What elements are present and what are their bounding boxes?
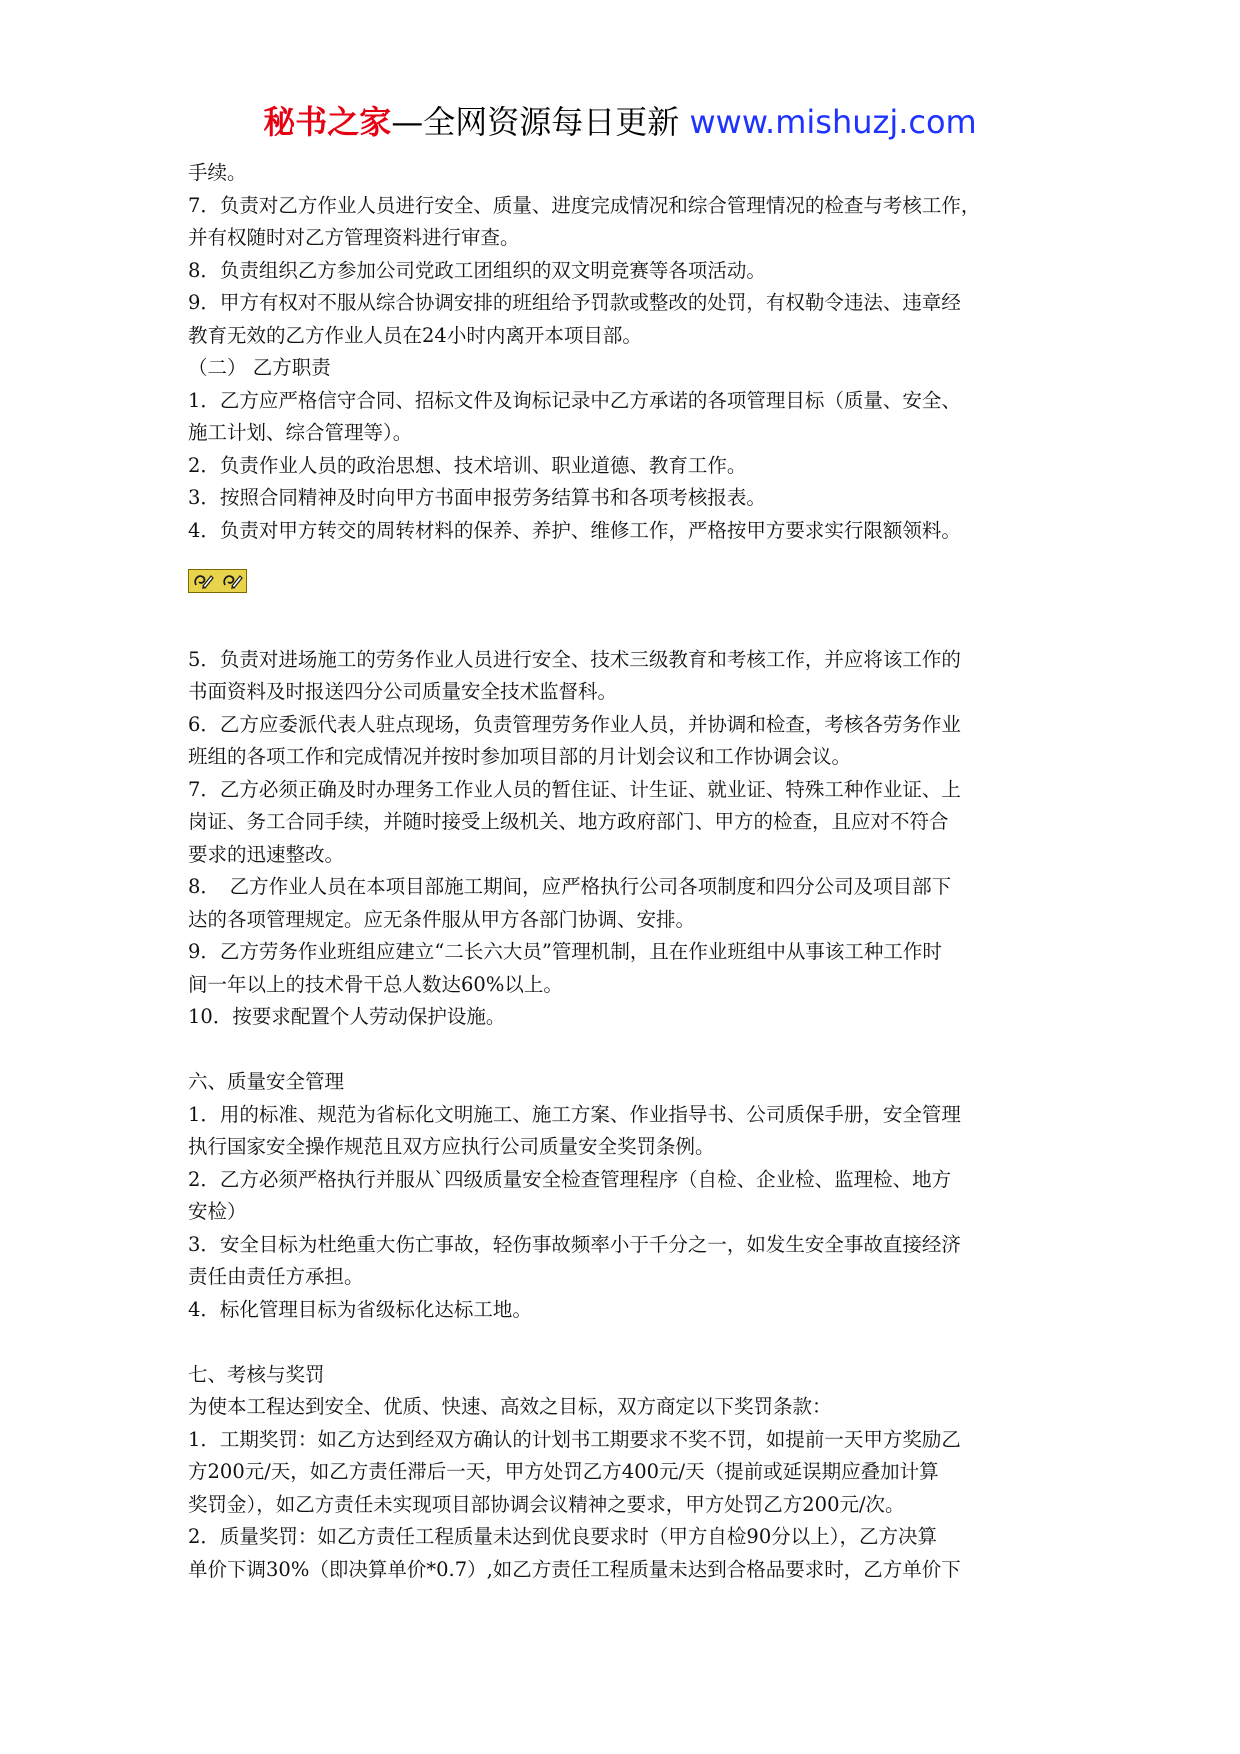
text-line: 岗证、务工合同手续，并随时接受上级机关、地方政府部门、甲方的检查，且应对不符合 [188,810,949,833]
text-line: 施工计划、综合管理等）。 [188,421,413,444]
text-line: 4．负责对甲方转交的周转材料的保养、养护、维修工作，严格按甲方要求实行限额领料。 [188,518,961,542]
text-line: 方200元/天，如乙方责任滞后一天，甲方处罚乙方400元/天（提前或延误期应叠加计算 [188,1460,939,1483]
section-b [188,644,1088,1034]
text-line: 责任由责任方承担。 [188,1265,364,1288]
text-line: 1．工期奖罚：如乙方达到经双方确认的计划书工期要求不奖不罚，如提前一天甲方奖励乙 [188,1427,961,1451]
text-line: 8． 乙方作业人员在本项目部施工期间，应严格执行公司各项制度和四分公司及项目部下 [188,875,952,898]
text-line: 班组的各项工作和完成情况并按时参加项目部的月计划会议和工作协调会议。 [188,745,852,768]
section-heading: 六、质量安全管理 [188,1070,345,1093]
text-line: 9．甲方有权对不服从综合协调安排的班组给予罚款或整改的处罚，有权勒令违法、违章经 [188,291,961,314]
text-line: 3．安全目标为杜绝重大伤亡事故，轻伤事故频率小于千分之一，如发生安全事故直接经济 [188,1232,961,1256]
section-assessment [188,1359,1088,1587]
text-line: 为使本工程达到安全、优质、快速、高效之目标，双方商定以下奖罚条款： [188,1395,832,1418]
text-line: 9．乙方劳务作业班组应建立“二长六大员”管理机制，且在作业班组中从事该工种工作时 [188,940,942,963]
text-line: 2．负责作业人员的政治思想、技术培训、职业道德、教育工作。 [188,453,747,477]
text-line: 并有权随时对乙方管理资料进行审查。 [188,226,520,249]
text-line: 安检） [188,1200,247,1223]
text-line: 达的各项管理规定。应无条件服从甲方各部门协调、安排。 [188,907,696,931]
section-heading: 七、考核与奖罚 [188,1362,325,1386]
header-url-link[interactable]: www.mishuzj.com [679,103,977,141]
page-header [0,100,1240,144]
brand-name: 秘书之家 [263,103,392,141]
text-line: 执行国家安全操作规范且双方应执行公司质量安全奖罚条例。 [188,1135,715,1158]
section-quality-safety [188,1066,1088,1326]
header-slogan: —全网资源每日更新 [391,103,680,141]
document-body [188,157,1088,1586]
blank-line [188,1326,1088,1359]
text-line: 间一年以上的技术骨干总人数达60%以上。 [188,972,563,996]
text-line: 要求的迅速整改。 [188,842,345,866]
text-line: 7．乙方必须正确及时办理务工作业人员的暂住证、计生证、就业证、特殊工种作业证、上 [188,777,961,801]
text-line: 单价下调30%（即决算单价*0.7）,如乙方责任工程质量未达到合格品要求时，乙方单价下 [188,1557,961,1581]
pencil-loop-icon[interactable] [189,570,217,592]
text-line: 5．负责对进场施工的劳务作业人员进行安全、技术三级教育和考核工作，并应将该工作的 [188,647,961,671]
text-line: 8．负责组织乙方参加公司党政工团组织的双文明竞赛等各项活动。 [188,258,766,282]
text-line: 4．标化管理目标为省级标化达标工地。 [188,1297,532,1321]
text-line: 书面资料及时报送四分公司质量安全技术监督科。 [188,680,618,703]
text-line: 1．用的标准、规范为省标化文明施工、施工方案、作业指导书、公司质保手册，安全管理 [188,1102,961,1126]
text-line: 教育无效的乙方作业人员在24小时内离开本项目部。 [188,323,642,347]
text-line: 7．负责对乙方作业人员进行安全、质量、进度完成情况和综合管理情况的检查与考核工作， [188,193,981,217]
text-line: 1．乙方应严格信守合同、招标文件及询标记录中乙方承诺的各项管理目标（质量、安全、 [188,388,961,412]
text-line: 2．乙方必须严格执行并服从`四级质量安全检查管理程序（自检、企业检、监理检、地方 [188,1167,952,1191]
icon-strip [188,569,247,593]
text-line: 6．乙方应委派代表人驻点现场，负责管理劳务作业人员，并协调和检查，考核各劳务作业 [188,712,961,736]
blank-line [188,611,1088,644]
text-line: 10．按要求配置个人劳动保护设施。 [188,1005,506,1028]
blank-line [188,1034,1088,1067]
section-heading: （二） 乙方职责 [188,356,331,379]
section-a [188,157,1088,547]
text-line: 手续。 [188,161,247,184]
text-line: 2．质量奖罚：如乙方责任工程质量未达到优良要求时（甲方自检90分以上），乙方决算 [188,1525,937,1548]
text-line: 3．按照合同精神及时向甲方书面申报劳务结算书和各项考核报表。 [188,486,766,509]
icon-row [188,547,1088,611]
text-line: 奖罚金），如乙方责任未实现项目部协调会议精神之要求，甲方处罚乙方200元/次。 [188,1492,905,1516]
pencil-loop-icon[interactable] [218,570,246,592]
